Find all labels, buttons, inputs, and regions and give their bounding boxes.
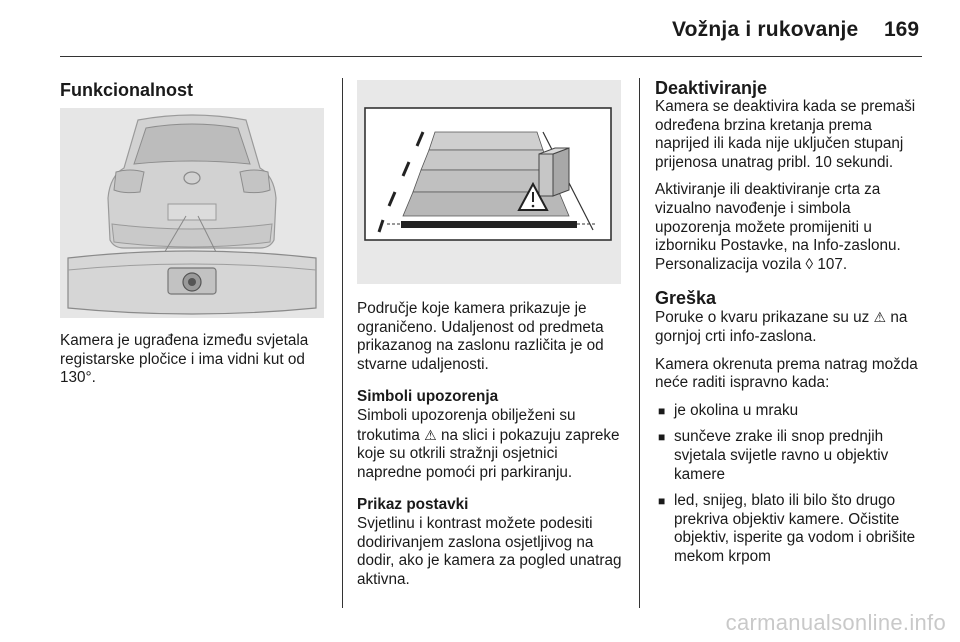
bullet-icon: ■ [658,494,666,509]
column-3-text [655,78,927,574]
page-reference-icon: ◊ [805,255,814,273]
section-heading-funkcionalnost: Funkcionalnost [60,80,194,100]
header-rule [60,56,922,57]
paragraph-guidance-settings [655,181,927,274]
warning-triangle-icon: ⚠ [873,309,887,326]
column-divider-1 [342,78,343,608]
bullet-icon: ■ [658,403,666,418]
guidance-lines-illustration [357,80,621,284]
camera-issues-list [655,402,927,567]
list-item: ■ je okolina u mraku [658,401,799,419]
subheading-display-settings: Prikaz postavki [357,496,469,514]
page-number: 169 [884,18,920,41]
column-divider-2 [639,78,640,608]
paragraph-warning-symbols [357,407,625,482]
fault-messages-text-b: na gornjoj crti info-zaslona. [655,309,908,345]
section-heading-deaktiviranje: Deaktiviranje [655,78,768,98]
car-rear-camera-figure [60,108,324,318]
watermark: carmanualsonline.info [725,610,946,635]
guidance-settings-text: Aktiviranje ili deaktiviranje crta za vizualno navođenje i simbola upozorenja možete promijeniti u izborniku Postavke, na Info-zaslonu. Personalizacija vozila [655,181,901,273]
warning-triangle-icon: ⚠ [424,426,437,443]
column-1 [60,80,328,104]
page-header-title: Vožnja i rukovanje [672,18,859,41]
page-reference-number: 107. [817,255,848,273]
car-rear-illustration [60,108,324,318]
subheading-warning-symbols: Simboli upozorenja [357,388,499,406]
warning-symbols-text-b: na slici i pokazuju zapreke koje su otkrili stražnji osjetnici napredne pomoći pri parkiranju. [357,426,620,481]
column-1-text [60,332,328,397]
warning-symbols-text-a: Simboli upozorenja obilježeni su trokutima [357,406,576,444]
paragraph-deactivation: Kamera se deaktivira kada se premaši određena brzina kretanja prema naprijed ili kada nije uključen stupanj prijenosa unatrag pribl. 10 sekundi. [655,98,916,171]
paragraph-display-settings: Svjetlinu i kontrast možete podesiti dodirivanjem zaslona osjetljivog na dodir, ako je kamera za pogled unatrag aktivna. [357,514,622,588]
paragraph-fault-messages [655,308,927,346]
section-heading-greska: Greška [655,288,717,309]
paragraph-camera-location: Kamera je ugrađena između svjetala registarske pločice i ima vidni kut od 130°. [60,332,309,387]
paragraph-camera-area: Područje koje kamera prikazuje je ograničeno. Udaljenost od predmeta prikazanog na zaslonu različita je od stvarne udaljenosti. [357,300,604,373]
camera-display-figure [357,80,621,284]
paragraph-camera-issues: Kamera okrenuta prema natrag možda neće raditi ispravno kada: [655,355,918,392]
bullet-icon: ■ [658,430,666,445]
list-item: ■ led, snijeg, blato ili bilo što drugo prekriva objektiv kamere. Očistite objektiv, isperite ga vodom i obrišite mekom krpom [658,492,916,565]
column-2-text [357,300,625,598]
list-item: ■ sunčeve zrake ili snop prednjih svjetala svijetle ravno u objektiv kamere [658,428,889,483]
fault-messages-text-a: Poruke o kvaru prikazane su uz [655,309,870,327]
